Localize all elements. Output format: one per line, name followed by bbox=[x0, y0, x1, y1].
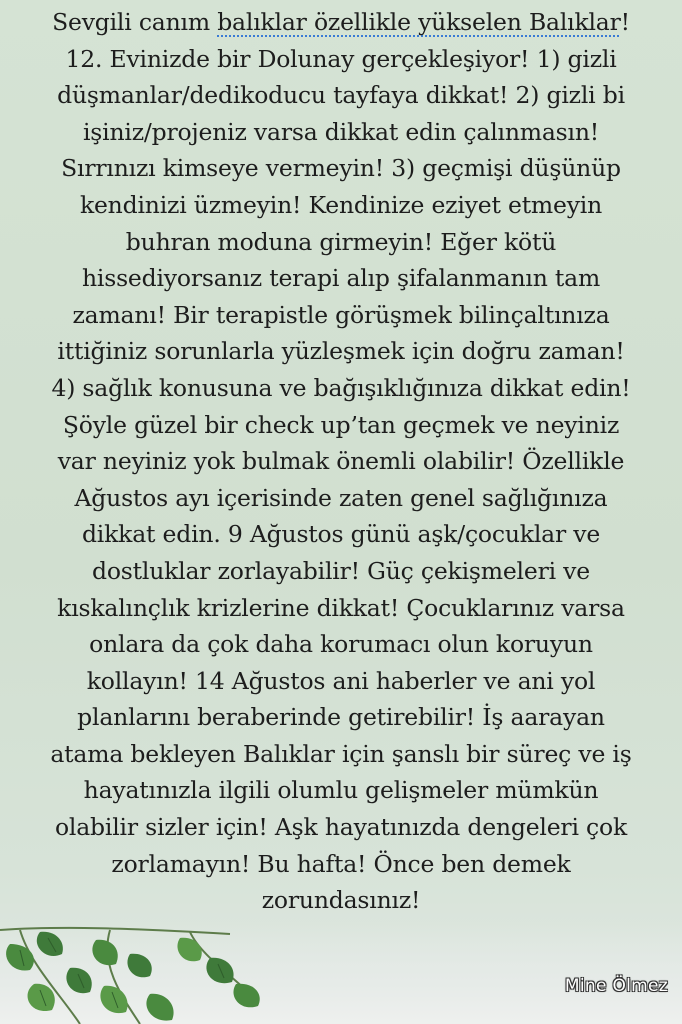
text-line: ittiğiniz sorunlarla yüzleşmek için doğru zaman! bbox=[57, 337, 625, 366]
text-line: buhran moduna girmeyin! Eğer kötü bbox=[125, 227, 557, 256]
text-line: kendinizi üzmeyin! Kendinize eziyet etmeyin bbox=[79, 190, 603, 219]
author-watermark: Mine Ölmez bbox=[564, 976, 668, 996]
text-line: onlara da çok daha korumacı olun koruyun bbox=[89, 630, 593, 659]
post-text bbox=[6, 4, 676, 919]
text-line: hayatınızla ilgili olumlu gelişmeler mümkün bbox=[83, 776, 599, 805]
text-line: dostluklar zorlayabilir! Güç çekişmeleri ve bbox=[92, 556, 590, 585]
text-line: zorlamayın! Bu hafta! Önce ben demek bbox=[111, 849, 571, 878]
text-line: işiniz/projeniz varsa dikkat edin çalınmasın! bbox=[82, 117, 600, 146]
text-line bbox=[6, 4, 676, 41]
text-line: olabilir sizler için! Aşk hayatınızda dengeleri çok bbox=[54, 813, 627, 842]
text-line: Ağustos ayı içerisinde zaten genel sağlığınıza bbox=[74, 483, 608, 512]
text-line: hissediyorsanız terapi alıp şifalanmanın tam bbox=[81, 264, 601, 293]
text-line: kollayın! 14 Ağustos ani haberler ve ani yol bbox=[86, 666, 596, 695]
text-line: 12. Evinizde bir Dolunay gerçekleşiyor! 1) gizli bbox=[65, 44, 617, 73]
text-line: kıskalınçlık krizlerine dikkat! Çocuklarınız varsa bbox=[57, 593, 625, 622]
text-segment: Sevgili canım bbox=[52, 8, 218, 36]
text-line: var neyiniz yok bulmak önemli olabilir! Özellikle bbox=[57, 447, 625, 476]
bottom-decoration-area bbox=[0, 924, 682, 1024]
text-line: düşmanlar/dedikoducu tayfaya dikkat! 2) gizli bi bbox=[57, 81, 625, 110]
pothos-leaves-icon bbox=[0, 924, 300, 1024]
text-line: zamanı! Bir terapistle görüşmek bilinçaltınıza bbox=[72, 300, 610, 329]
text-line: dikkat edin. 9 Ağustos günü aşk/çocuklar ve bbox=[81, 520, 601, 549]
text-segment: ! bbox=[620, 8, 630, 36]
text-line: planlarını beraberinde getirebilir! İş aarayan bbox=[77, 703, 605, 732]
text-line: atama bekleyen Balıklar için şanslı bir süreç ve iş bbox=[50, 739, 632, 768]
text-line: Şöyle güzel bir check up’tan geçmek ve neyiniz bbox=[62, 410, 620, 439]
spellcheck-underlined-text[interactable]: balıklar özellikle yükselen Balıklar bbox=[217, 8, 621, 36]
text-line: Sırrınızı kimseye vermeyin! 3) geçmişi düşünüp bbox=[61, 154, 621, 183]
text-line: zorundasınız! bbox=[261, 886, 421, 915]
text-line: 4) sağlık konusuna ve bağışıklığınıza dikkat edin! bbox=[51, 373, 631, 402]
